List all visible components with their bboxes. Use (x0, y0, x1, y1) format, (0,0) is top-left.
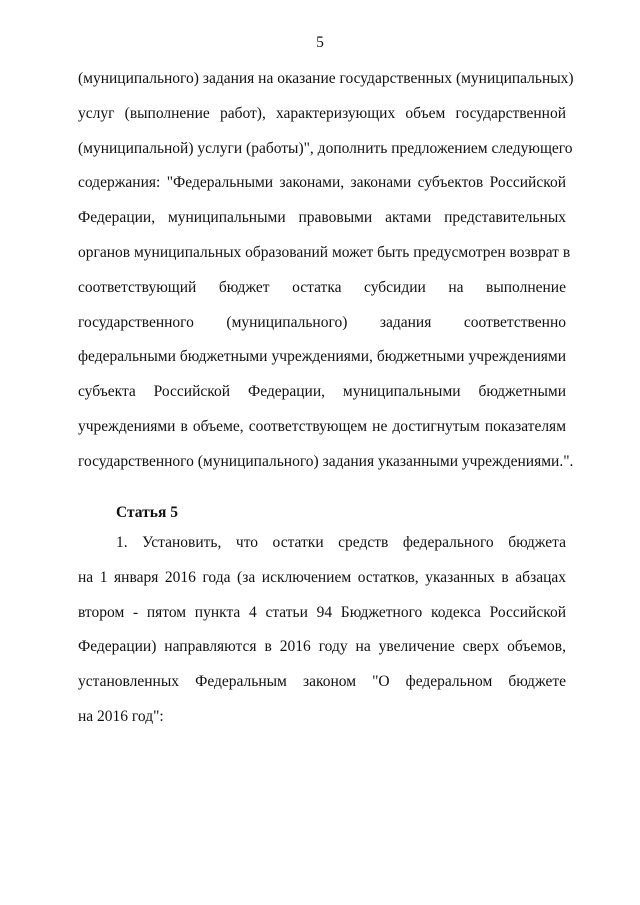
page-number: 5 (316, 34, 324, 51)
text-line: 1. Установить, что остатки средств федерального бюджета (116, 534, 566, 551)
text-line: субъекта Российской Федерации, муниципальными бюджетными (78, 383, 566, 401)
text-line: (муниципального) задания на оказание государственных (муниципальных) (78, 70, 574, 87)
text-line: содержания: "Федеральными законами, законами субъектов Российской (78, 174, 566, 192)
text-line: учреждениями в объеме, соответствующем не достигнутым показателям (78, 417, 566, 435)
paragraph-article-5 (78, 526, 566, 735)
text-line: Федерации, муниципальными правовыми актами представительных (78, 209, 566, 227)
text-line: государственного (муниципального) задания соответственно (78, 313, 566, 331)
text-line: органов муниципальных образований может быть предусмотрен возврат в (78, 243, 571, 261)
text-line: услуг (выполнение работ), характеризующих объем государственной (78, 104, 566, 122)
article-heading: Статья 5 (116, 504, 178, 521)
text-line: втором - пятом пункта 4 статьи 94 Бюджетного кодекса Российской (78, 603, 566, 621)
text-line: Федерации) направляются в 2016 году на увеличение сверх объемов, (78, 638, 566, 656)
paragraph-amendment (78, 62, 574, 480)
text-line: (муниципальной) услуги (работы)", дополнить предложением следующего (78, 139, 573, 157)
text-line: на 1 января 2016 года (за исключением остатков, указанных в абзацах (78, 568, 566, 586)
text-line: соответствующий бюджет остатка субсидии на выполнение (78, 278, 566, 296)
text-line: установленных Федеральным законом "О федеральном бюджете (78, 673, 566, 691)
text-line: на 2016 год": (78, 707, 164, 725)
text-line: государственного (муниципального) задания указанными учреждениями.". (78, 452, 574, 470)
text-line: федеральными бюджетными учреждениями, бюджетными учреждениями (78, 348, 566, 366)
